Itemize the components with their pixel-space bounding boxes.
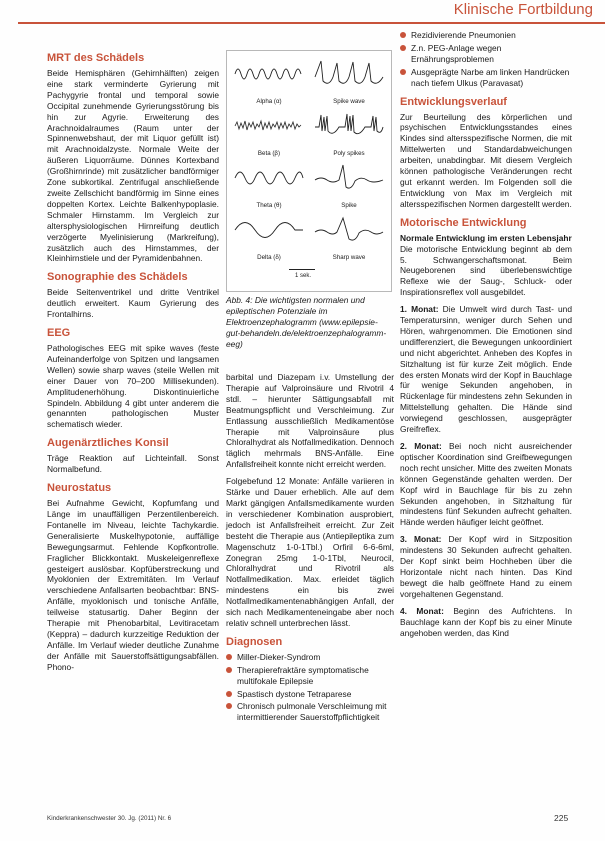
heading-motorische-entwicklung: Motorische Entwicklung bbox=[400, 216, 527, 229]
heading-mrt: MRT des Schädels bbox=[47, 52, 145, 64]
paragraph-mrt: Beide Hemisphären (Gehirnhälften) zeigen eine stark verminderte Gyrierung mit Pachygyrie frontal und temporal sowie Occipital zunehmende Gyrierungsstörung bis hin zur Agyrie. Erweiterung des Arachnoidalraumes (Raum unter der Spinnenwebshaut, der mit Liquor gefüllt ist) mit Arachnoidalzyste. Normale Weite der äußeren Liquorräume. Dünnes Kortexband (Großhirnrinde) mit zusätzlicher bandförmiger Zone subkortikal. Zentrifugal anschließende zweite Zellschicht bandförmig im Sinne eines doppelten Kortex. Leichte Balkenhypoplasie. Schmaler Hirnstamm. Im Vergleich zur altersphysiologischen Hirnreifung deutlich verzögerte Myelinisierung (Markreifung), zusätzlich auch des Hirnstammes, der Kleinhirnstiele und der Pyramidenbahnen. bbox=[47, 68, 219, 264]
bullet-icon bbox=[226, 667, 232, 673]
section-title: Klinische Fortbildung bbox=[453, 1, 593, 18]
eeg-figure bbox=[226, 50, 392, 292]
page-header bbox=[0, 0, 605, 22]
eeg-sharp-wave-trace bbox=[309, 215, 389, 265]
list-item: Rezidivierende Pneumonien bbox=[400, 30, 572, 41]
label-theta: Theta (θ) bbox=[256, 202, 282, 209]
label-spike: Spike bbox=[341, 202, 357, 209]
label-poly-spikes: Poly spikes bbox=[333, 150, 365, 157]
heading-diagnosen: Diagnosen bbox=[226, 635, 283, 648]
scale-label: 1 sek. bbox=[295, 273, 312, 279]
column-middle bbox=[226, 372, 394, 729]
eeg-spike-wave-trace bbox=[309, 59, 389, 109]
label-delta: Delta (δ) bbox=[257, 254, 281, 261]
paragraph-augen: Träge Reaktion auf Lichteinfall. Sonst Normalbefund. bbox=[47, 453, 219, 475]
paragraph-monat-2: 2. Monat: Bei noch nicht ausreichender optischer Koordination sind Greifbewegungen noch recht unsicher. Mitte des zweiten Monats können Gegenstände gehalten werden. Der Kopf wird in Bauchlage für bis zu zehn Sekunden angehoben, in Sitzhaltung für mindestens fünf Sekunden aufrecht gehalten. Hände werden häufiger leicht geöffnet. bbox=[400, 441, 572, 528]
footer-source: Kinderkrankenschwester 30. Jg. (2011) Nr. 6 bbox=[47, 815, 172, 822]
eeg-beta-trace bbox=[229, 111, 309, 161]
paragraph-entwicklungsverlauf: Zur Beurteilung des körperlichen und psychischen Entwicklungsstandes eines Kindes sind altersspezifische Normen, die mit Mittelwerten und Standardabweichungen arbeiten, unabdingbar. Mit diesem Vergleich können pathologische Veränderungen recht gut erkannt werden. Im Folgenden soll die Entwicklung von Max im Vergleich mit altersspezifischen Normen dargestellt werden. bbox=[400, 111, 572, 209]
list-item: Ausgeprägte Narbe am linken Handrücken nach tiefem Ulkus (Paravasat) bbox=[400, 67, 572, 89]
paragraph-eeg: Pathologisches EEG mit spike waves (feste Aufeinanderfolge von Spitzen und langsamen Wellen) sowie sharp waves (steile Wellen mit einer Dauer von 70–200 Millisekunden). Amplitudenerhöhung. Diskontinuierliche Spindeln. Abbildung 4 gibt unter anderem die genannten pathologischen Muster schematisch wieder. bbox=[47, 343, 219, 430]
diagnosis-list-continued bbox=[400, 30, 572, 89]
label-alpha: Alpha (α) bbox=[256, 98, 282, 105]
list-item: Miller-Dieker-Syndrom bbox=[226, 652, 394, 663]
scale-bar bbox=[289, 269, 315, 270]
list-item: Therapierefraktäre symptomatische multifokale Epilepsie bbox=[226, 665, 394, 687]
bullet-icon bbox=[226, 703, 232, 709]
paragraph-neurostatus: Bei Aufnahme Gewicht, Kopfumfang und Länge im unauffälligen Perzentilenbereich. Fontanelle im Niveau, leichte Tachykardie. Generalisierte Muskelhypotonie, auffällige Bewegungsarmut. Fehlende Kopfkontrolle. Fraglicher Blickkontakt. Muskeleigenreflexe gesteigert auslösbar. Kopfüberstreckung und Myoklonien der Extremitäten. Im Verlauf verschiedene Anfallsarten beobachtbar: BNS-Anfälle, myoklonisch und tonische Anfälle, teilweise statusartig. Daher Beginn der Therapie mit Phenobarbital, Levitiracetam (Keppra) – dadurch kurzzeitige Reduktion der Anfälle. Im Verlauf wieder deutliche Zunahme der Anfälle mit Sauerstoffsättigungsabfällen. Phono- bbox=[47, 498, 219, 672]
label-beta: Beta (β) bbox=[257, 150, 281, 157]
list-item: Z.n. PEG-Anlage wegen Ernährungsproblemen bbox=[400, 43, 572, 65]
heading-entwicklungsverlauf: Entwicklungsverlauf bbox=[400, 95, 507, 108]
bullet-icon bbox=[400, 69, 406, 75]
paragraph-sonographie: Beide Seitenventrikel und dritte Ventrikel deutlich erweitert. Kaum Gyrierung des Frontalhirns. bbox=[47, 287, 219, 320]
diagnosis-list bbox=[226, 652, 394, 723]
page-number: 225 bbox=[554, 813, 569, 823]
bullet-icon bbox=[226, 691, 232, 697]
eeg-poly-spikes-trace bbox=[309, 111, 389, 161]
paragraph-therapie: barbital und Diazepam i.v. Umstellung der Therapie auf Valproinsäure und Rivotril 4 stdl. – hierunter Sättigungsabfall mit Beatmungspflicht und Verschleimung. Zur Entlassung ausschließlich Medikamentöse Therapie mit Valproinsäure plus Chloralhydrat als Notfallmedikation. Dennoch täglich mehrmals BNS-Anfälle. Eine Anfallsfreiheit konnte nicht erreicht werden. bbox=[226, 372, 394, 470]
label-sharp-wave: Sharp wave bbox=[332, 254, 366, 261]
header-rule bbox=[18, 22, 605, 24]
bullet-icon bbox=[400, 45, 406, 51]
heading-eeg: EEG bbox=[47, 327, 71, 340]
eeg-theta-trace bbox=[229, 163, 309, 213]
heading-augen: Augenärztliches Konsil bbox=[47, 437, 169, 450]
paragraph-monat-1: 1. Monat: Die Umwelt wird durch Tast- und Temperatursinn, weniger durch Sehen und Hören, wahrgenommen. Die Emotionen sind undifferenziert, die Bewegungen unkoordiniert und nicht abgerichtet. Anheben des Kopfes in Sitzhaltung ist für kurze Zeit möglich. Ende des ersten Monats wird der Kopf in Bauchlage für wenige Sekunden angehoben, in Rückenlage für mindestens zehn Sekunden in Mittelstellung gehalten. Die Hände sind vorwiegend geschlossen, ausgeprägter Greifreflex. bbox=[400, 304, 572, 435]
label-spike-wave: Spike wave bbox=[333, 98, 365, 105]
eeg-alpha-trace bbox=[229, 59, 309, 109]
heading-neurostatus: Neurostatus bbox=[47, 482, 112, 495]
figure-caption: Abb. 4: Die wichtigsten normalen und epileptischen Potenziale im Elektroenzephalogramm (www.epilepsie-gut-behandeln.de/elektroenzephalogramm-eeg) bbox=[226, 295, 387, 349]
list-item: Spastisch dystone Tetraparese bbox=[226, 689, 394, 700]
bullet-icon bbox=[400, 32, 406, 38]
paragraph-monat-3: 3. Monat: Der Kopf wird in Sitzposition mindestens 30 Sekunden aufrecht gehalten. Der Kopf sinkt beim Hochheben über die Horizontale nicht nach hinten. Das Kind bewegt die halb geöffnete Hand zu einem vorgehaltenen Gegenstand. bbox=[400, 534, 572, 599]
paragraph-monat-4: 4. Monat: Beginn des Aufrichtens. In Bauchlage kann der Kopf bis zu einer Minute angehoben werden, das Kind bbox=[400, 605, 572, 638]
column-left bbox=[47, 44, 219, 679]
paragraph-folgebefund: Folgebefund 12 Monate: Anfälle variieren in Stärke und Dauer erheblich. Alle auf dem Markt gängigen Anfallsmedikamente wurden in verschiedener Kombination ausprobiert, jedoch ist Anfallsfreiheit erreicht. Zur Zeit besteht die Therapie aus (Antiepileptika zum Magenschutz 1-0-1Tbl.) Orfiril 6-6-6ml, Zonegran 25mg 1-0-1Tbl, Neurocil, Chloralhydrat und Rivotril als Notfallmedikation. Max. erleidet täglich mindestens ein bis zwei Notfallmedikamentenabhängigen Anfall, der sich nach Medikamenteneingabe aber noch relativ schnell unterbrechen lässt. bbox=[226, 476, 394, 628]
subheading-erstes-lebensjahr: Normale Entwicklung im ersten Lebensjahr bbox=[400, 232, 572, 243]
eeg-spike-trace bbox=[309, 163, 389, 213]
column-right bbox=[400, 30, 572, 644]
list-item: Chronisch pulmonale Verschleimung mit intermittierender Sauerstoffpflichtigkeit bbox=[226, 701, 394, 723]
eeg-delta-trace bbox=[229, 215, 309, 265]
bullet-icon bbox=[226, 654, 232, 660]
paragraph-motorik-intro: Die motorische Entwicklung beginnt ab dem 5. Schwangerschaftsmonat. Beim Neugeborenen sind überlebenswichtige Reflexe wie der Saug-, Schluck- oder Inspirationsreflex voll ausgebildet. bbox=[400, 243, 572, 298]
heading-sonographie: Sonographie des Schädels bbox=[47, 271, 188, 284]
